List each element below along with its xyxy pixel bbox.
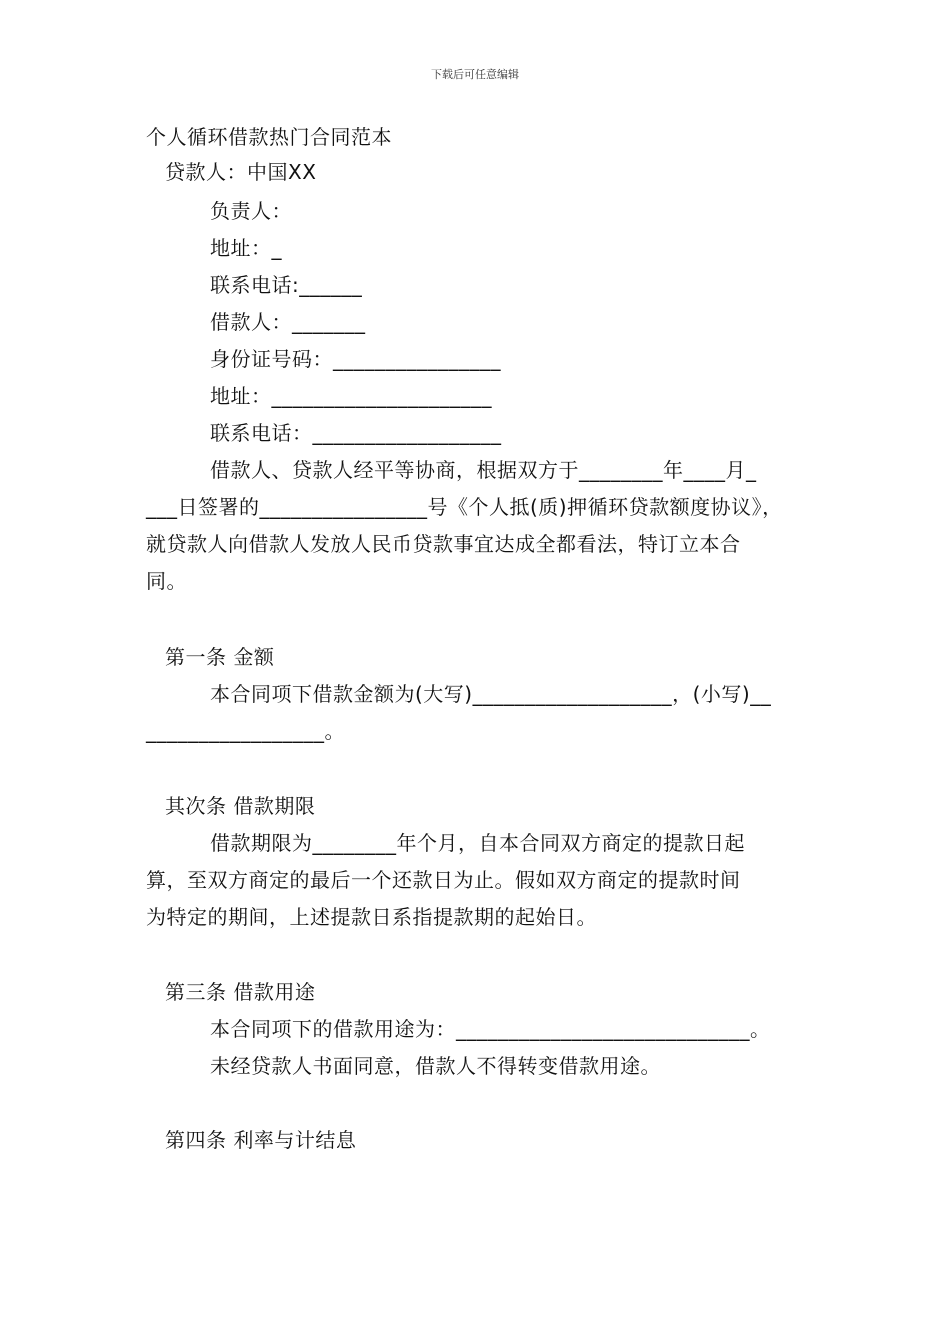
preamble-line: 就贷款人向借款人发放人民币贷款事宜达成全都看法，特订立本合: [146, 532, 741, 556]
lender-phone-line: 联系电话:______: [210, 273, 363, 297]
article3-heading: 第三条 借款用途: [165, 980, 316, 1004]
borrower-line: 借款人：_______: [210, 310, 366, 334]
borrower-phone-line: 联系电话：__________________: [210, 421, 502, 445]
article2-heading: 其次条 借款期限: [165, 794, 316, 818]
borrower-address-line: 地址：_____________________: [210, 384, 492, 408]
preamble-line: 借款人、贷款人经平等协商，根据双方于________年____月_: [210, 458, 757, 482]
article3-line: 未经贷款人书面同意，借款人不得转变借款用途。: [210, 1054, 661, 1078]
lender-address-line: 地址：_: [210, 236, 282, 260]
article2-line: 借款期限为________年个月，自本合同双方商定的提款日起: [210, 831, 745, 855]
borrower-id-line: 身份证号码：________________: [210, 347, 501, 371]
article2-line: 为特定的期间，上述提款日系指提款期的起始日。: [146, 905, 597, 929]
article4-heading: 第四条 利率与计结息: [165, 1128, 357, 1152]
document-title: 个人循环借款热门合同范本: [146, 125, 392, 149]
preamble-line: 同。: [146, 569, 187, 593]
lender-line: 贷款人：中国XX: [165, 160, 317, 184]
article1-line: 本合同项下借款金额为(大写)___________________，(小写)__: [210, 682, 772, 706]
article1-heading: 第一条 金额: [165, 645, 275, 669]
article1-line: _________________。: [146, 719, 345, 743]
article3-line: 本合同项下的借款用途为：____________________________。: [210, 1017, 771, 1041]
page-header: 下载后可任意编辑: [431, 68, 519, 81]
article2-line: 算，至双方商定的最后一个还款日为止。假如双方商定的提款时间: [146, 868, 741, 892]
lender-rep-line: 负责人：: [210, 199, 292, 223]
preamble-line: ___日签署的________________号《个人抵(质)押循环贷款额度协议》，: [146, 495, 783, 519]
